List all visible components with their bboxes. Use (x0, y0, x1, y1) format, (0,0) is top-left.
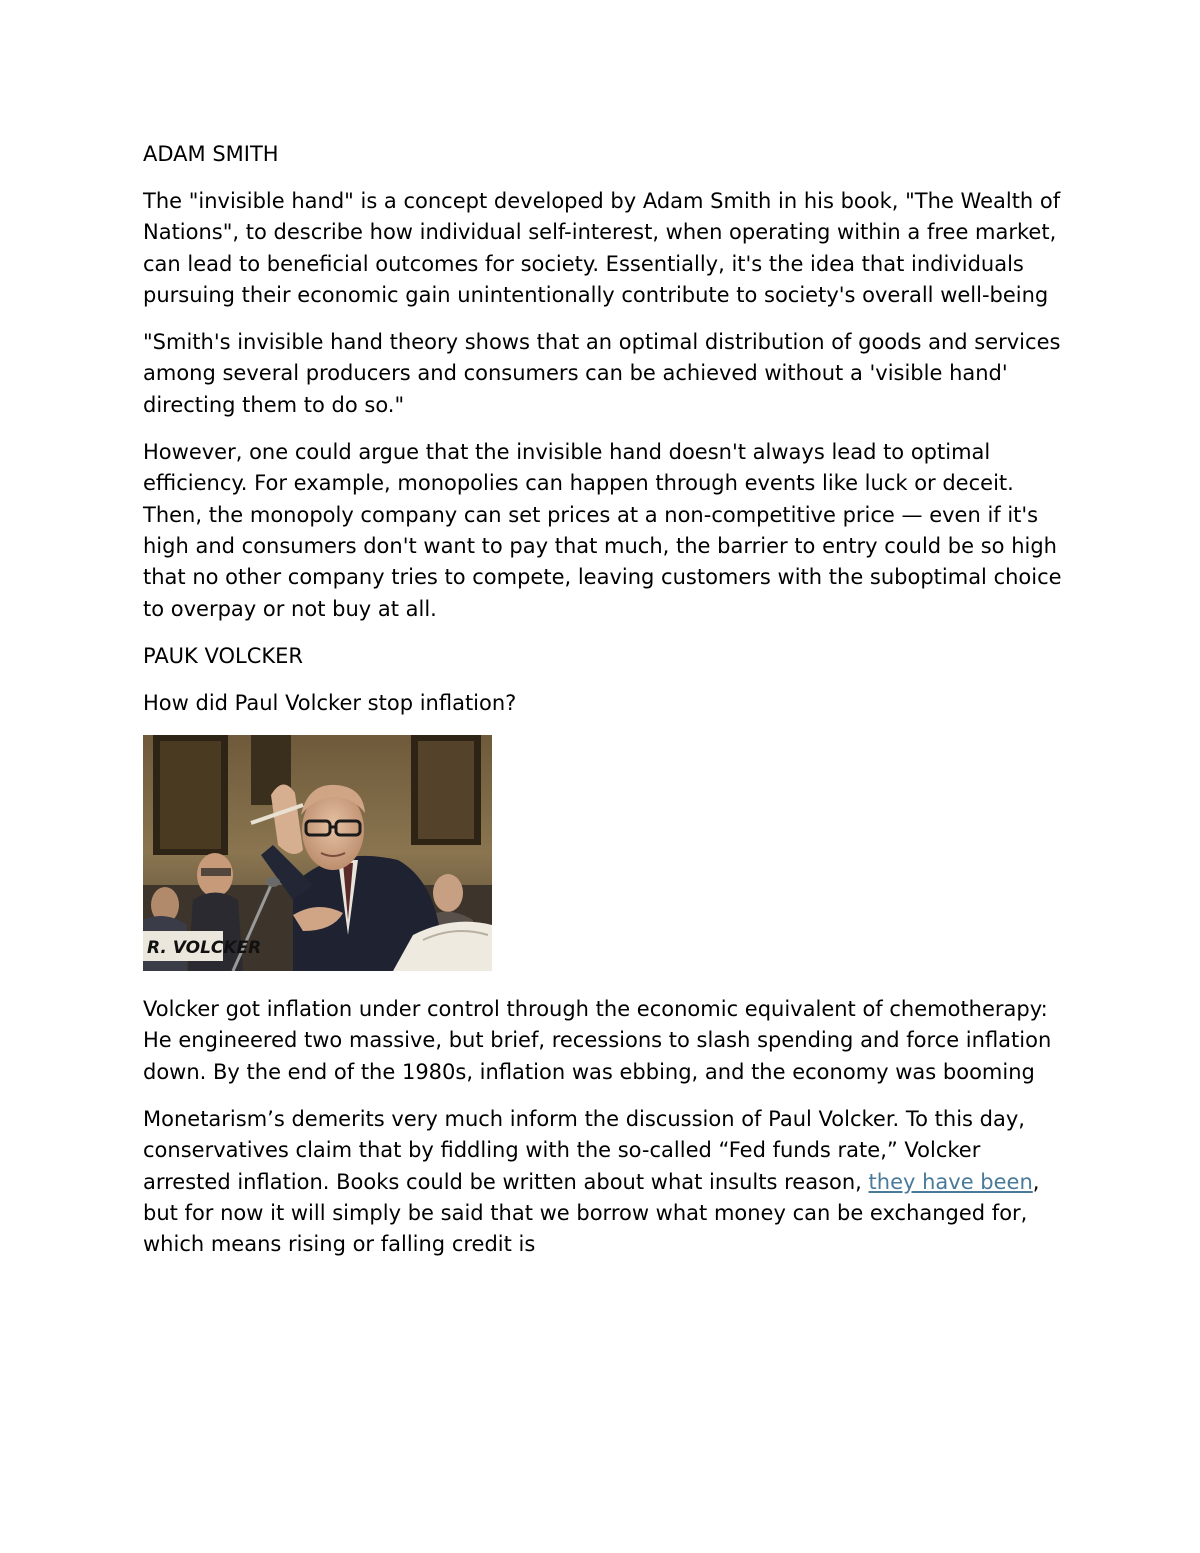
paragraph-invisible-hand-quote: "Smith's invisible hand theory shows that an optimal distribution of goods and services among several producers and consumers can be achieved without a 'visible hand' directing them to do so." (143, 330, 1061, 417)
paragraph-monetarism (143, 1104, 1063, 1260)
monetarism-text-after: , but for now it will simply be said that we borrow what money can be exchanged for, which means rising or falling credit is (143, 1169, 1040, 1257)
volcker-hearing-photo (143, 735, 492, 971)
paragraph-volcker-recessions: Volcker got inflation under control through the economic equivalent of chemotherapy: He engineered two massive, but brief, recessions to slash spending and force inflation down. By the end of the 1980s, inflation was ebbing, and the economy was booming (143, 997, 1052, 1084)
monetarism-text-before: Monetarism’s demerits very much inform the discussion of Paul Volcker. To this day, conservatives claim that by fiddling with the so-called “Fed funds rate,” Volcker arrested inflation. Books could be written about what insults reason, (143, 1107, 1025, 1194)
paragraph-volcker-question: How did Paul Volcker stop inflation? (143, 690, 517, 715)
paragraph-invisible-hand-definition: The "invisible hand" is a concept developed by Adam Smith in his book, "The Wealth of Nations", to describe how individual self-interest, when operating within a free market, can lead to beneficial outcomes for society. Essentially, it's the idea that individuals pursuing their economic gain unintentionally contribute to society's overall well-being (143, 189, 1061, 307)
volcker-nameplate: R. VOLCKER (147, 938, 262, 959)
paragraph-monopoly-argument: However, one could argue that the invisible hand doesn't always lead to optimal efficiency. For example, monopolies can happen through events like luck or deceit. Then, the monopoly company can set prices at a non-competitive price — even if it's high and consumers don't want to pay that much, the barrier to entry could be so high that no other company tries to compete, leaving customers with the suboptimal choice to overpay or not buy at all. (143, 440, 1062, 621)
section-heading-adam-smith: ADAM SMITH (143, 142, 279, 166)
section-heading-volcker: PAUK VOLCKER (143, 643, 304, 668)
they-have-been-link[interactable]: they have been (868, 1169, 1033, 1194)
document-page (143, 139, 1063, 1277)
